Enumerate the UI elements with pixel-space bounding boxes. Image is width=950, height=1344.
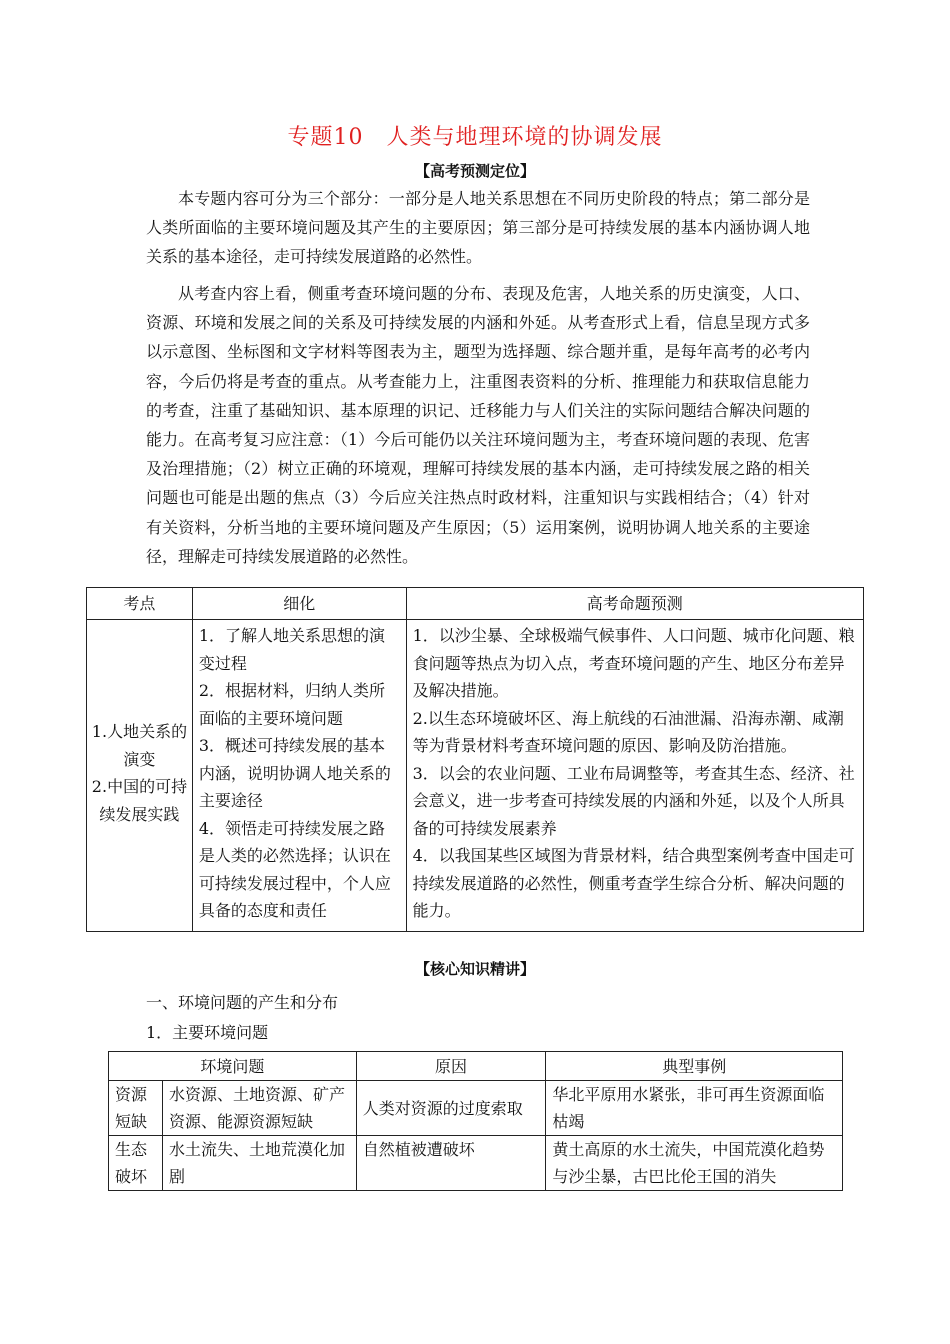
category-cell: 资源短缺	[109, 1081, 163, 1136]
xihua-cell	[192, 620, 406, 932]
table-header-row	[87, 588, 864, 620]
column-header: 原因	[356, 1052, 546, 1081]
example-cell: 黄土高原的水土流失，中国荒漠化趋势与沙尘暴，古巴比伦王国的消失	[546, 1136, 843, 1191]
xihua-item: 3．概述可持续发展的基本内涵，说明协调人地关系的主要途径	[198, 736, 391, 810]
column-header: 典型事例	[546, 1052, 843, 1081]
forecast-item: 4．以我国某些区域图为背景材料，结合典型案例考查中国走可持续发展道路的必然性，侧重考查学生综合分析、解决问题的能力。	[412, 846, 855, 920]
forecast-item: 3．以会的农业问题、工业布局调整等，考查其生态、经济、社会意义，进一步考查可持续发展的内涵和外延，以及个人所具备的可持续发展素养	[412, 763, 855, 838]
forecast-cell	[406, 620, 863, 932]
exam-forecast-table	[86, 587, 864, 932]
environment-problems-table	[108, 1051, 843, 1191]
page-title: 专题10 人类与地理环境的协调发展	[287, 125, 663, 150]
column-header: 考点	[87, 588, 193, 620]
heading-environment-problems: 一、环境问题的产生和分布	[146, 993, 339, 1012]
table-row	[109, 1136, 843, 1191]
problem-cell: 水资源、土地资源、矿产资源、能源资源短缺	[162, 1081, 356, 1136]
problem-cell: 水土流失、土地荒漠化加剧	[162, 1136, 356, 1191]
forecast-item: 1．以沙尘暴、全球极端气候事件、人口问题、城市化问题、粮食问题等热点为切入点，考查环境问题的产生、地区分布差异及解决措施。	[412, 626, 855, 700]
table-header-row	[109, 1052, 843, 1081]
exam-analysis-paragraph: 从考查内容上看，侧重考查环境问题的分布、表现及危害，人地关系的历史演变，人口、资源、环境和发展之间的关系及可持续发展的内涵和外延。从考查形式上看，信息呈现方式多以示意图、坐标图和文字材料等图表为主，题型为选择题、综合题并重，是每年高考的必考内容，今后仍将是考查的重点。从考查能力上，注重图表资料的分析、推理能力和获取信息能力的考查，注重了基础知识、基本原理的识记、迁移能力与人们关注的实际问题结合解决问题的能力。在高考复习应注意：（1）今后可能仍以关注环境问题为主，考查环境问题的表现、危害及治理措施；（2）树立正确的环境观，理解可持续发展的基本内涵，走可持续发展之路的相关问题也可能是出题的焦点（3）今后应关注热点时政材料，注重知识与实践相结合；（4）针对有关资料，分析当地的主要环境问题及产生原因；（5）运用案例，说明协调人地关系的主要途径，理解走可持续发展道路的必然性。	[146, 284, 810, 566]
kaodian-cell	[87, 620, 193, 932]
cause-cell: 人类对资源的过度索取	[356, 1081, 546, 1136]
xihua-item: 4．领悟走可持续发展之路是人类的必然选择；认识在可持续发展过程中，个人应具备的态度和责任	[198, 818, 391, 920]
column-header: 细化	[192, 588, 406, 620]
section-heading-core-knowledge: 【核心知识精讲】	[414, 960, 535, 978]
column-header: 环境问题	[109, 1052, 357, 1081]
heading-main-problems: 1．主要环境问题	[146, 1023, 269, 1042]
table-row	[87, 620, 864, 932]
kaodian-item: 2.中国的可持续发展实践	[91, 777, 188, 824]
forecast-item: 2.以生态环境破坏区、海上航线的石油泄漏、沿海赤潮、咸潮等为背景材料考查环境问题的原因、影响及防治措施。	[412, 708, 844, 755]
category-cell: 生态破坏	[109, 1136, 163, 1191]
cause-cell: 自然植被遭破坏	[356, 1136, 546, 1191]
xihua-item: 1．了解人地关系思想的演变过程	[198, 626, 386, 673]
column-header: 高考命题预测	[406, 588, 863, 620]
example-cell: 华北平原用水紧张，非可再生资源面临枯竭	[546, 1081, 843, 1136]
section-heading-forecast: 【高考预测定位】	[414, 162, 535, 180]
intro-paragraph: 本专题内容可分为三个部分：一部分是人地关系思想在不同历史阶段的特点；第二部分是人类所面临的主要环境问题及其产生的主要原因；第三部分是可持续发展的基本内涵协调人地关系的基本途径，走可持续发展道路的必然性。	[146, 189, 810, 267]
table-row	[109, 1081, 843, 1136]
xihua-item: 2．根据材料，归纳人类所面临的主要环境问题	[198, 681, 386, 728]
kaodian-item: 1.人地关系的演变	[91, 722, 188, 769]
